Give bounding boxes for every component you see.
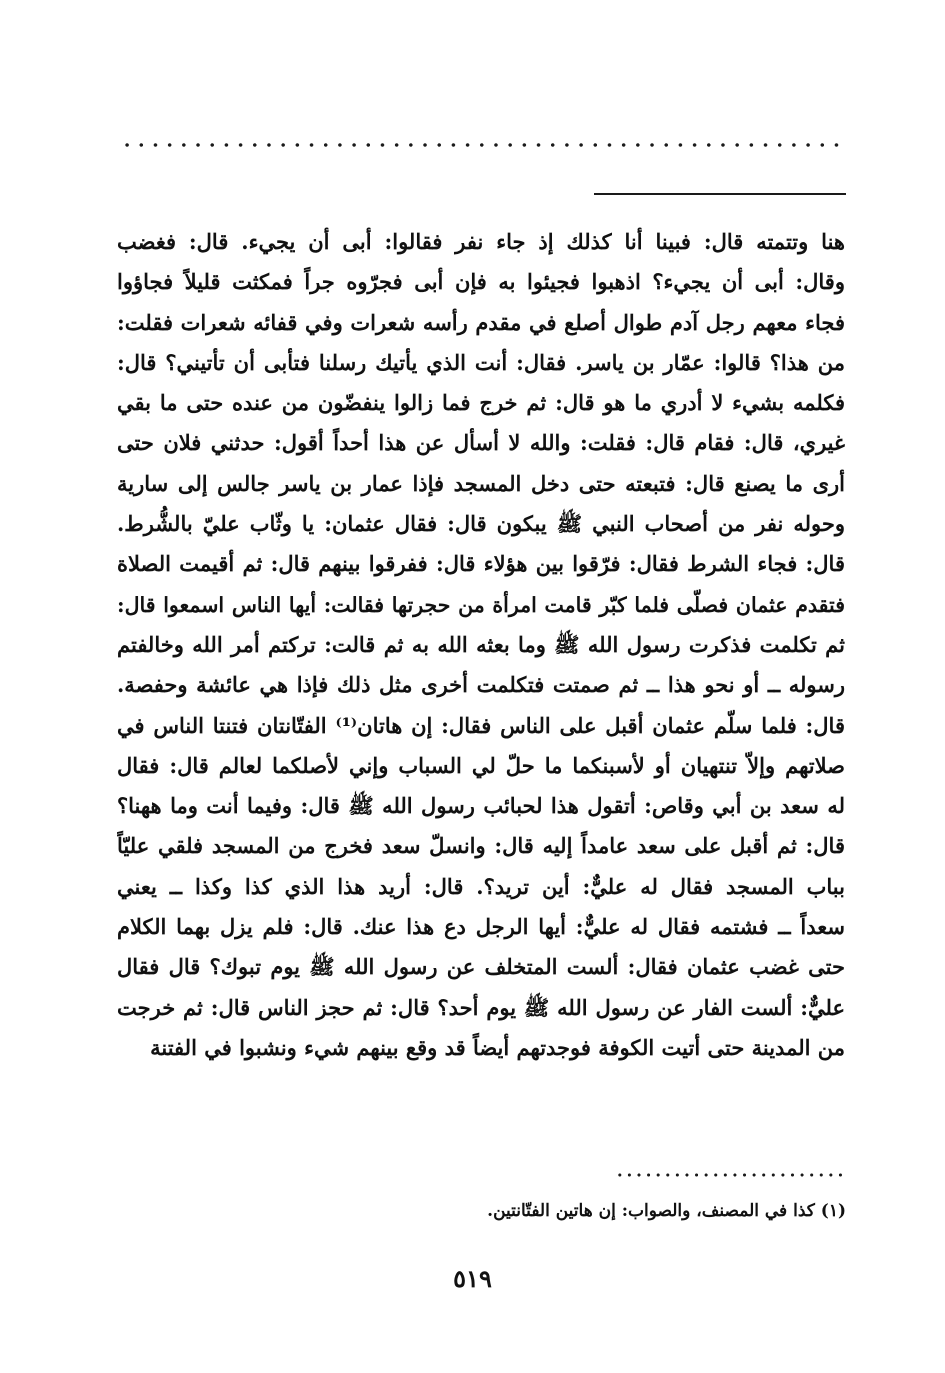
text-line: وحوله نفر من أصحاب النبي ﷺ يبكون قال: فقال عثمان: يا وثّاب عليّ بالشُّرط.	[117, 511, 845, 537]
text-line: حتى غضب عثمان فقال: ألست المتخلف عن رسول الله ﷺ يوم تبوك؟ قال فقال	[117, 954, 845, 980]
footnote-separator	[615, 1172, 845, 1178]
footnote: (١) كذا في المصنف، والصواب: إن هاتين الفتّانتين.	[487, 1201, 846, 1221]
text-line: من المدينة حتى أتيت الكوفة فوجدتهم أيضاً قد وقع بينهم شيء ونشبوا في الفتنة	[150, 1034, 845, 1060]
text-line: قال: فجاء الشرط فقال: فرّقوا بين هؤلاء قال: ففرقوا بينهم قال: ثم أقيمت الصلاة	[117, 551, 845, 577]
text-line: بباب المسجد فقال له عليٌّ: أين تريد؟. قال: أريد هذا الذي كذا وكذا ــ يعني	[117, 873, 845, 899]
text-line: وقال: أبى أن يجيء؟ اذهبوا فجيئوا به فإن أبى فجرّوه جراً فمكثت قليلاً فجاؤوا	[117, 269, 845, 295]
text-line: له سعد بن أبي وقاص: أتقول هذا لحبائب رسول الله ﷺ قال: وفيما أنت وما ههنا؟	[117, 793, 845, 819]
text-line: أرى ما يصنع قال: فتبعته حتى دخل المسجد فإذا عمار بن ياسر جالس إلى سارية	[117, 470, 845, 496]
top-horizontal-rule	[594, 193, 846, 195]
page-number: ٥١٩	[453, 1264, 492, 1293]
text-line: ثم تكلمت فذكرت رسول الله ﷺ وما بعثه الله به ثم قالت: تركتم أمر الله وخالفتم	[117, 631, 845, 657]
text-line: عليٌّ: ألست الفار عن رسول الله ﷺ يوم أحد؟ قال: ثم حجز الناس قال: ثم خرجت	[117, 994, 845, 1020]
text-line: قال: فلما سلّم عثمان أقبل على الناس فقال: إن هاتان⁽¹⁾ الفتّانتان فتنتا الناس في	[117, 712, 845, 738]
text-line: قال: ثم أقبل على سعد عامداً إليه قال: وانسلّ سعد فخرج من المسجد فلقي عليّاً	[117, 833, 845, 859]
text-line: سعداً ــ فشتمه فقال له عليٌّ: أيها الرجل دع هذا عنك. قال: فلم يزل بهما الكلام	[117, 914, 845, 940]
text-line: فجاء معهم رجل آدم طوال أصلع في مقدم رأسه شعرات وفي قفائه شعرات فقلت:	[117, 309, 845, 335]
text-line: فكلمه بشيء لا أدري ما هو قال: ثم خرج فما زالوا ينفضّون من عنده حتى ما بقي	[117, 390, 845, 416]
text-line: هنا وتتمته قال: فبينا أنا كذلك إذ جاء نفر فقالوا: أبى أن يجيء. قال: فغضب	[117, 229, 845, 254]
text-line: فتقدم عثمان فصلّى فلما كبّر قامت امرأة من حجرتها فقالت: أيها الناس اسمعوا قال:	[117, 592, 845, 617]
text-line: صلاتهم وإلاّ تنتهيان أو لأسبنكما ما حلّ لي السباب وإني لأصلكما لعالم قال: فقال	[117, 752, 845, 778]
body-text	[117, 222, 845, 1068]
top-dotted-separator	[120, 142, 846, 148]
text-line: من هذا؟ قالوا: عمّار بن ياسر. فقال: أنت الذي يأتيك رسلنا فتأبى أن تأتيني؟ قال:	[117, 349, 845, 375]
text-line: رسوله ــ أو نحو هذا ــ ثم صمتت فتكلمت أخرى مثل ذلك فإذا هي عائشة وحفصة.	[117, 672, 845, 698]
text-line: غيري، قال: فقام قال: فقلت: والله لا أسأل عن هذا أحداً أقول: حدثني فلان حتى	[117, 430, 845, 456]
